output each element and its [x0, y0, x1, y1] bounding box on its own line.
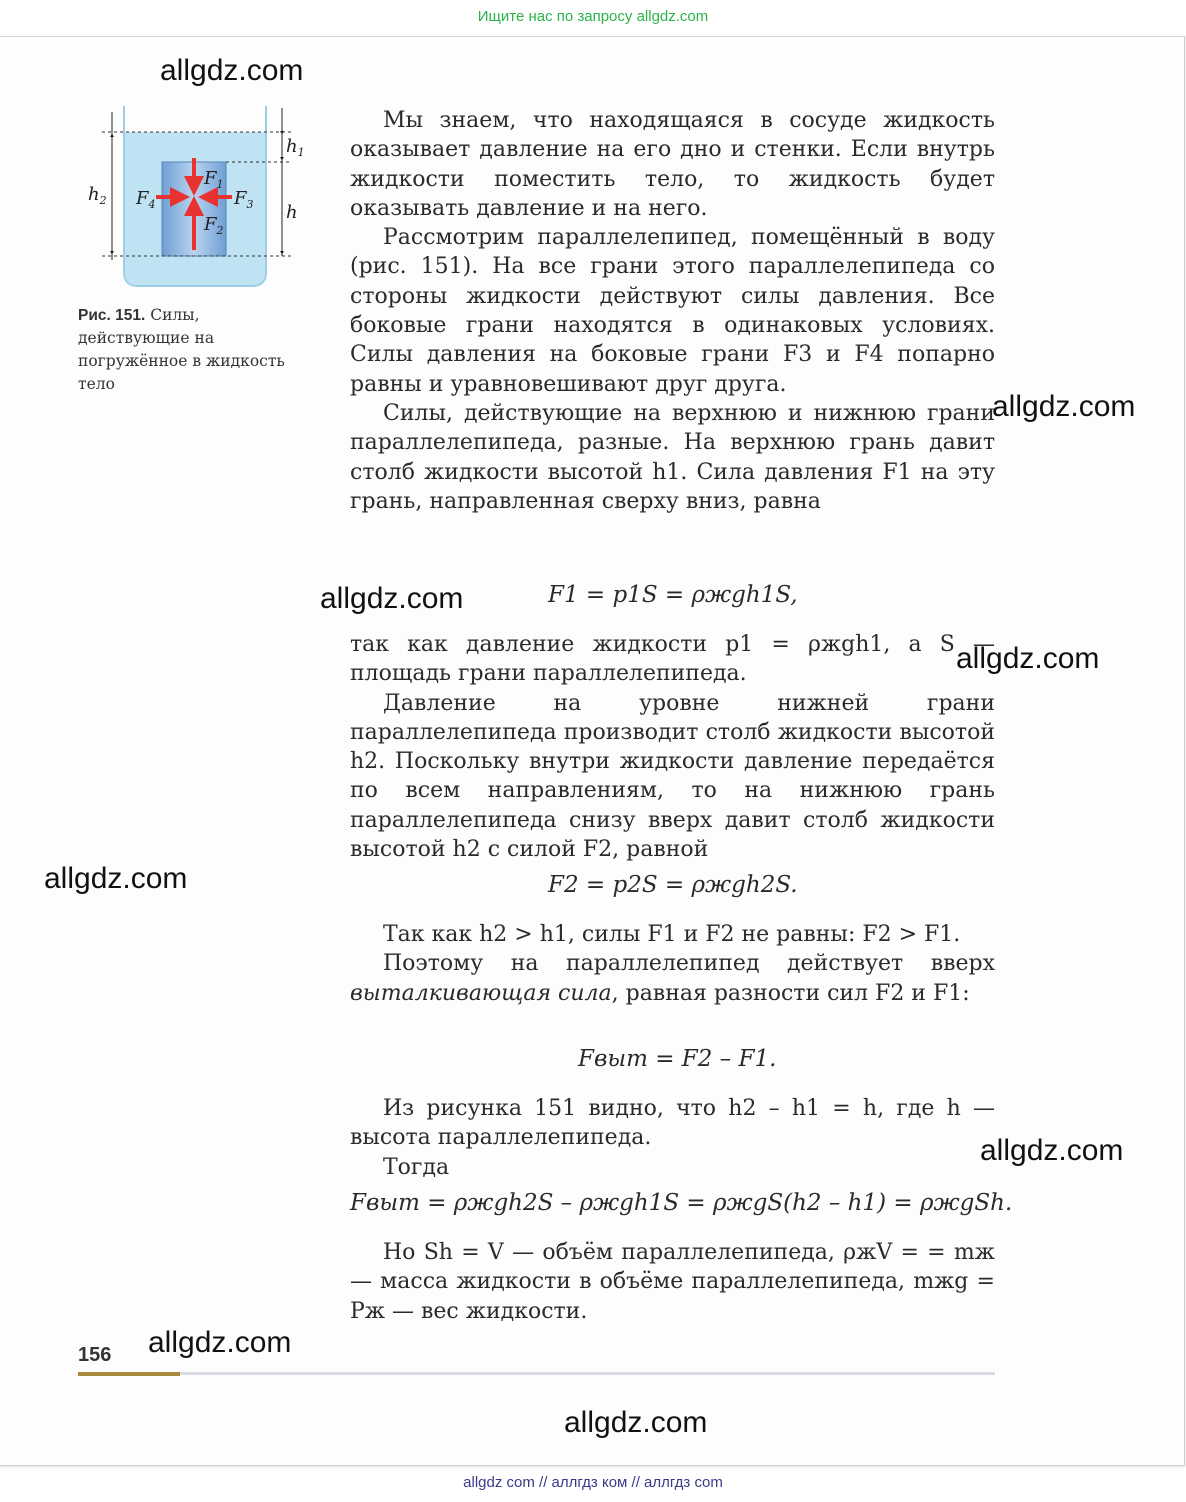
label-f2-sub: 2 [216, 224, 224, 237]
label-f4: F [136, 188, 149, 209]
search-banner: Ищите нас по запросу allgdz.com [477, 8, 709, 25]
text-block-4 [350, 1094, 995, 1182]
label-f2: F [204, 214, 217, 235]
paragraph-5: Давление на уровне нижней грани параллелепипеда производит столб жидкости высотой h2. Поскольку внутри жидкости давление передаётся по всем направлениям, то на нижнюю грань параллелепипеда снизу вверх давит столб жидкости высотой h2 с силой F2, равной [350, 690, 995, 863]
text-block-5 [350, 1238, 995, 1326]
caption-text: Силы, действующие на погружённое в жидкость тело [78, 306, 285, 393]
paragraph-10: Но Sh = V — объём параллелепипеда, ρжV = = mж — масса жидкости в объёме параллелепипеда, mжg = Pж — вес жидкости. [350, 1240, 995, 1324]
page-number: 156 [78, 1344, 112, 1366]
paragraph-7-end: , равная разности сил F2 и F1: [611, 980, 970, 1006]
term-buoyant-force: выталкивающая сила [350, 980, 612, 1006]
label-h2: h [88, 184, 100, 205]
label-f3: F [234, 188, 247, 209]
label-f4-sub: 4 [148, 198, 156, 211]
formula-f2: F2 = p2S = ρжgh2S. [548, 872, 798, 898]
text-block-2 [350, 630, 995, 864]
text-block-3 [350, 920, 995, 1008]
watermark: allgdz.com [320, 582, 464, 615]
watermark: allgdz.com [564, 1406, 708, 1439]
watermark: allgdz.com [148, 1326, 292, 1359]
footer-links[interactable]: allgdz com // аллгдз ком // аллгдз com [463, 1474, 723, 1491]
formula-fvyt: Fвыт = F2 – F1. [578, 1046, 777, 1072]
paragraph-8: Из рисунка 151 видно, что h2 – h1 = h, где h — высота параллелепипеда. [350, 1096, 995, 1151]
text-block-1 [350, 106, 995, 516]
figure-caption [78, 304, 288, 396]
watermark: allgdz.com [44, 862, 188, 895]
paragraph-7-start: Поэтому на параллелепипед действует вверх [383, 951, 995, 977]
label-h1-sub: 1 [297, 146, 305, 159]
paragraph-2: Рассмотрим параллелепипед, помещённый в воду (рис. 151). На все грани этого параллелепипеда со стороны жидкости действуют силы давления. Все боковые грани находятся в одинаковых условиях. Силы давления на боковые грани F3 и F4 попарно равны и уравновешивают друг друга. [350, 225, 995, 397]
label-f1-sub: 1 [216, 178, 224, 191]
label-h: h [286, 202, 298, 223]
formula-fvyt-expanded: Fвыт = ρжgh2S – ρжgh1S = ρжgS(h2 – h1) = ρжgSh. [350, 1190, 1013, 1216]
watermark: allgdz.com [160, 54, 304, 87]
figure-151-diagram [80, 100, 320, 300]
svg-text:h2 [88, 184, 107, 207]
paragraph-9: Тогда [383, 1154, 450, 1180]
label-h2-sub: 2 [99, 194, 107, 207]
paragraph-6: Так как h2 > h1, силы F1 и F2 не равны: F2 > F1. [383, 922, 961, 947]
paragraph-1: Мы знаем, что находящаяся в сосуде жидкость оказывает давление на его дно и стенки. Если внутрь жидкости поместить тело, то жидкость будет оказывать давление и на него. [350, 108, 995, 221]
paragraph-4: так как давление жидкости p1 = ρжgh1, а S — площадь грани параллелепипеда. [350, 632, 995, 687]
page-rule [78, 1372, 995, 1375]
page-rule-accent [78, 1372, 180, 1376]
svg-text:h1 [286, 136, 305, 159]
label-f1: F [204, 168, 217, 189]
label-h1: h [286, 136, 298, 157]
paragraph-7 [350, 949, 995, 1008]
caption-number: Рис. 151. [78, 307, 146, 324]
watermark: allgdz.com [956, 642, 1100, 675]
formula-f1: F1 = p1S = ρжgh1S, [548, 582, 798, 608]
label-f3-sub: 3 [246, 198, 254, 211]
watermark: allgdz.com [992, 390, 1136, 423]
watermark: allgdz.com [980, 1134, 1124, 1167]
paragraph-3: Силы, действующие на верхнюю и нижнюю грани параллелепипеда, разные. На верхнюю грань давит столб жидкости высотой h1. Сила давления F1 на эту грань, направленная сверху вниз, равна [350, 400, 995, 514]
